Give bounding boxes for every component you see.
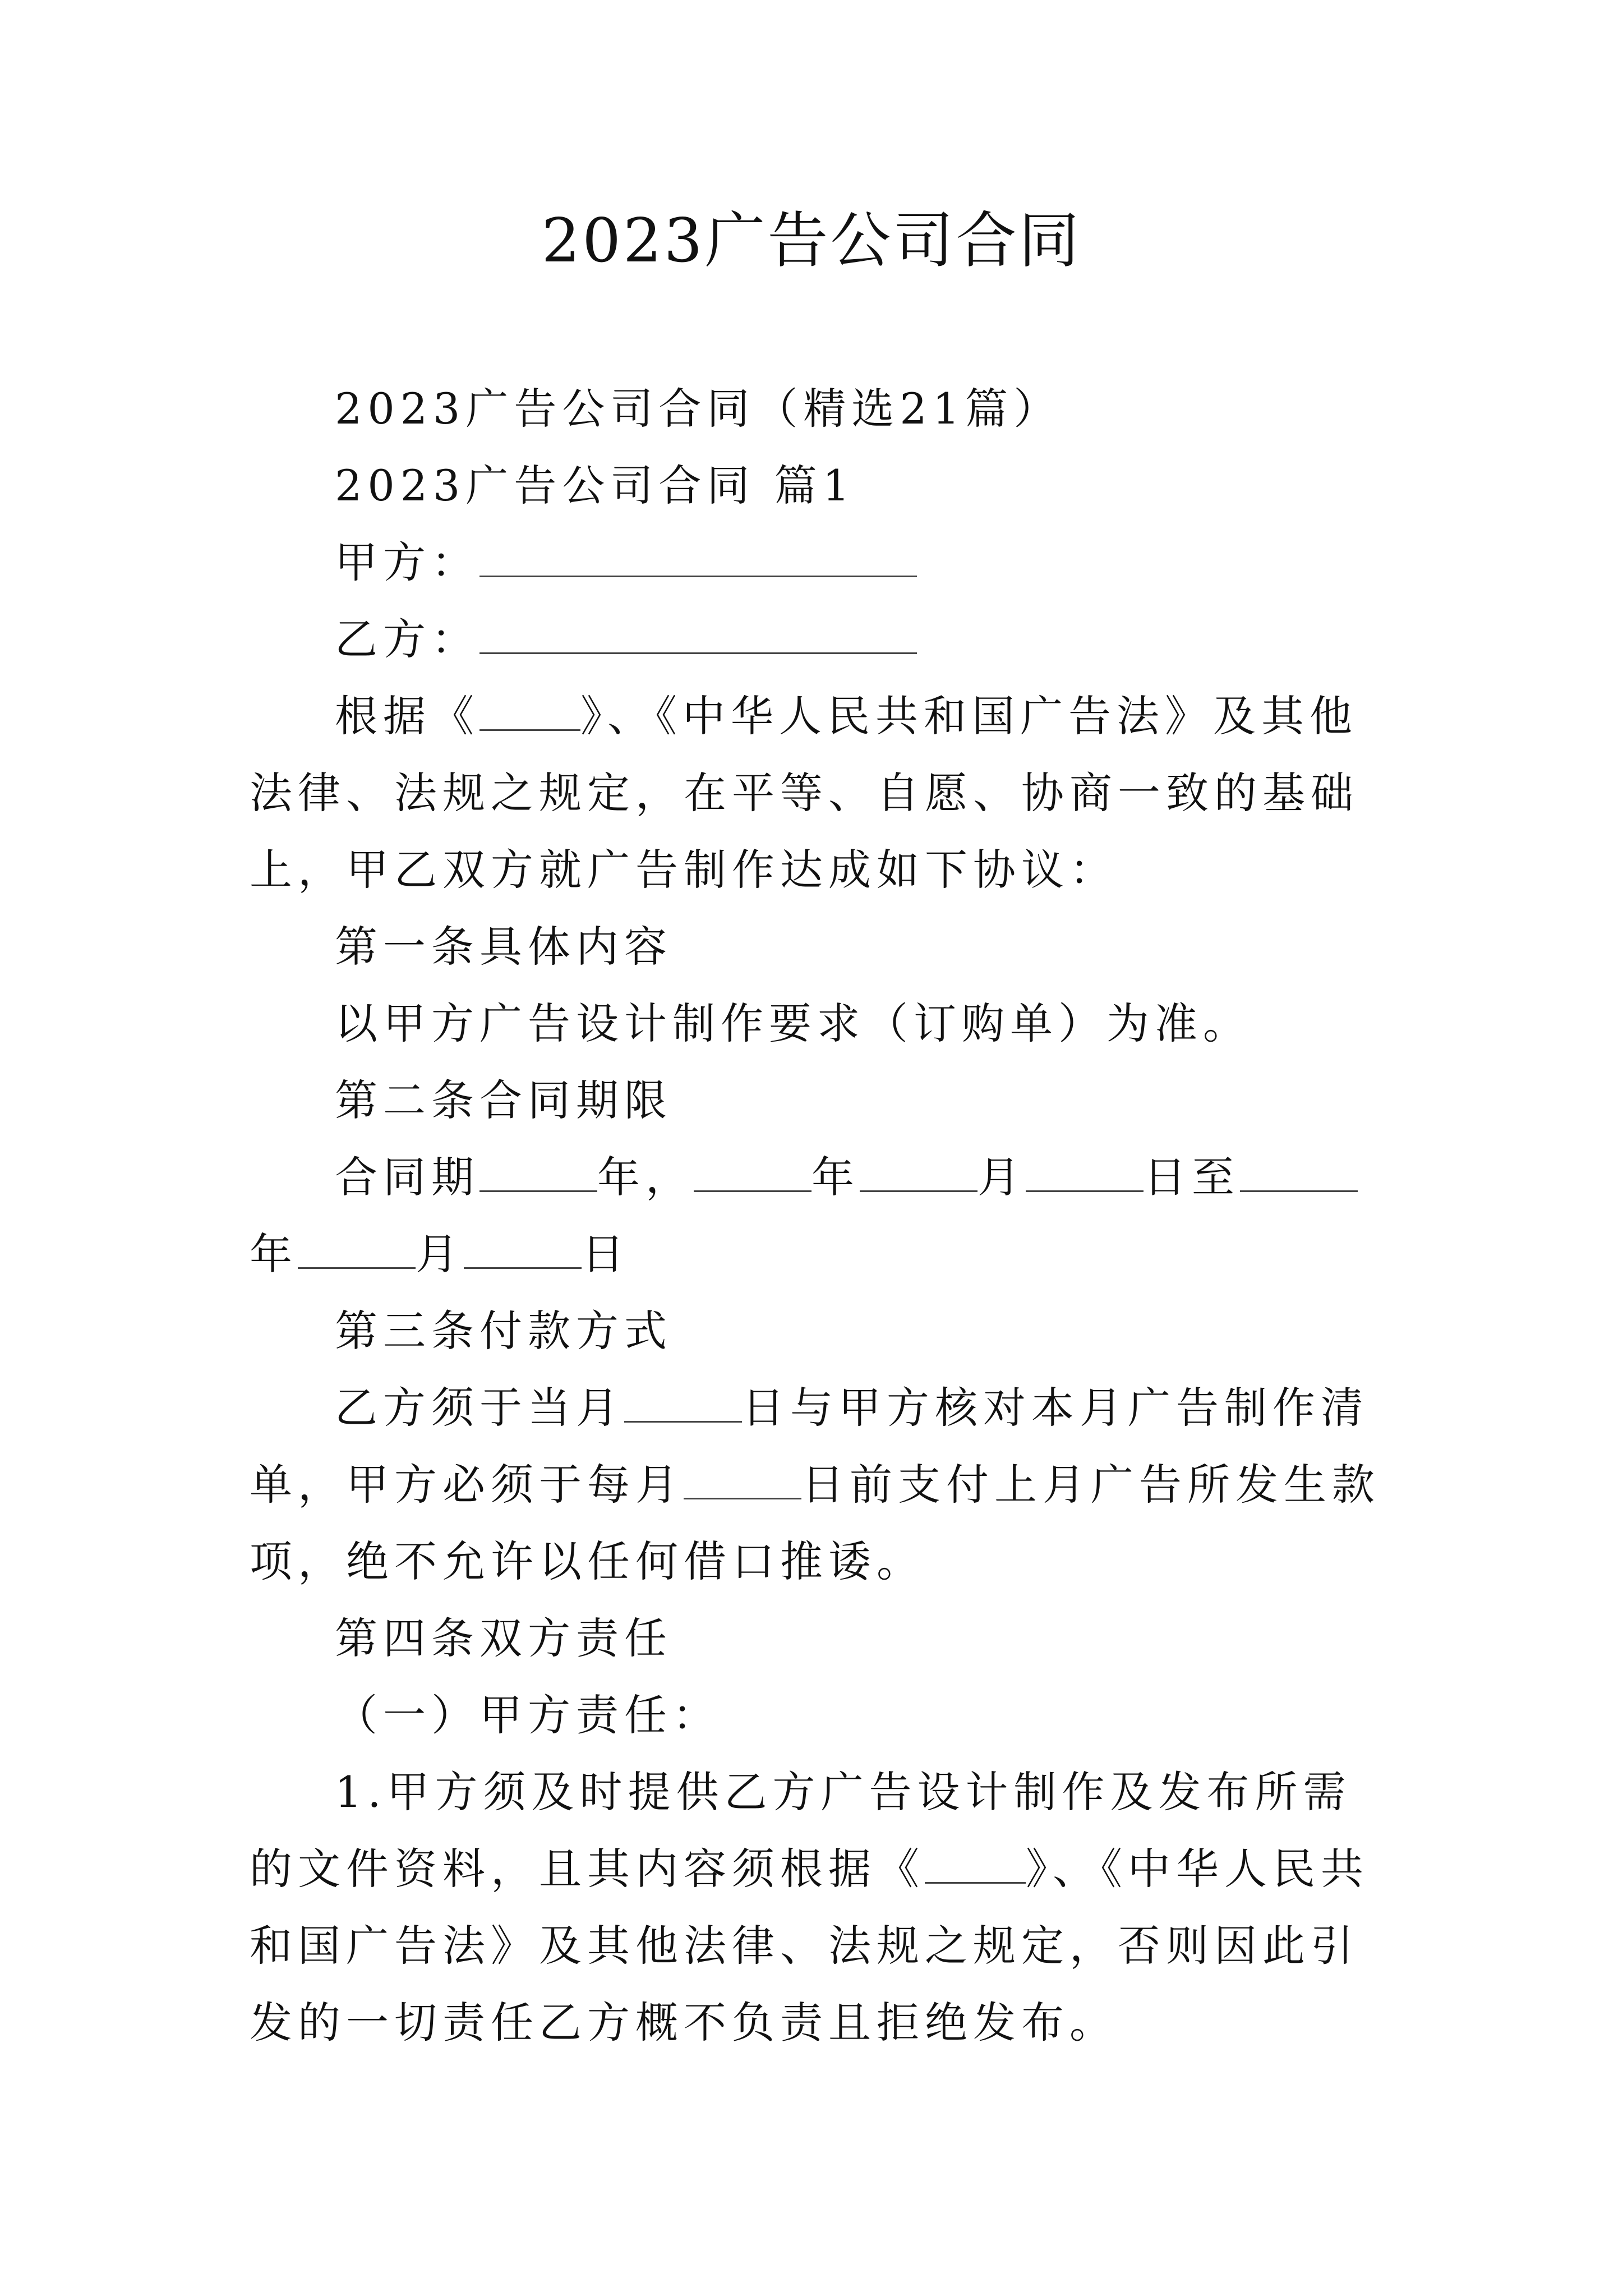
article4-item1-text-2: 》、《中华人民共和国广告法》及其他法律、法规之规定，否则因此引发的一切责任乙方概不负责且拒绝发布。 bbox=[250, 1844, 1369, 2047]
article4-item1-text-1: 1.甲方须及时提供乙方广告设计制作及发布所需的文件资料，且其内容须根据《 bbox=[250, 1767, 1352, 1894]
section-heading: 2023广告公司合同 篇1 bbox=[335, 461, 855, 510]
start-month-blank bbox=[860, 1156, 978, 1192]
payment-day-blank bbox=[684, 1463, 801, 1499]
article4-sub1: （一）甲方责任： bbox=[335, 1690, 721, 1740]
document-subtitle: 2023广告公司合同（精选21篇） bbox=[335, 384, 1062, 434]
article2-text-3: 年 bbox=[811, 1152, 860, 1202]
article2-text-1: 合同期 bbox=[335, 1152, 479, 1202]
document-title: 2023广告公司合同 bbox=[541, 206, 1082, 276]
article1-text: 以甲方广告设计制作要求（订购单）为准。 bbox=[335, 999, 1251, 1048]
end-day-blank bbox=[464, 1232, 582, 1269]
party-b-label: 乙方： bbox=[335, 614, 479, 664]
article2-text-4: 月 bbox=[978, 1152, 1026, 1202]
term-years-blank bbox=[479, 1156, 597, 1192]
article4-item1 bbox=[250, 1754, 1394, 2061]
article1-title: 第一条具体内容 bbox=[335, 922, 672, 972]
article4-title: 第四条双方责任 bbox=[335, 1613, 672, 1663]
start-day-blank bbox=[1026, 1156, 1144, 1192]
party-a-blank bbox=[479, 541, 917, 577]
intro-text-1: 根据《 bbox=[335, 691, 479, 741]
party-a-label: 甲方： bbox=[335, 537, 479, 587]
article3-text-1: 乙方须于当月 bbox=[335, 1383, 624, 1433]
article3-title: 第三条付款方式 bbox=[335, 1306, 672, 1356]
article2-text-8: 日 bbox=[582, 1229, 630, 1279]
article2-text-2: 年， bbox=[597, 1152, 694, 1202]
reconcile-day-blank bbox=[624, 1386, 742, 1423]
party-b-blank bbox=[479, 618, 917, 654]
party-b-line bbox=[250, 601, 1394, 678]
article3-text-3: 日前支付上月广告所发生款项，绝不允许以任何借口推诿。 bbox=[250, 1460, 1380, 1586]
article2-text-5: 日至 bbox=[1144, 1152, 1240, 1202]
article3-text-2: 日与甲方核对本月广告制作清单，甲方必须于每月 bbox=[250, 1383, 1369, 1510]
intro-paragraph bbox=[250, 678, 1394, 908]
article2-text-7: 月 bbox=[416, 1229, 464, 1279]
article2-text bbox=[250, 1139, 1394, 1292]
party-a-line bbox=[250, 524, 1394, 601]
article3-text bbox=[250, 1369, 1394, 1600]
law-name-blank-2 bbox=[925, 1847, 1026, 1884]
document-body bbox=[250, 370, 1394, 2061]
intro-text-2: 》、《中华人民共和国广告法》及其他法律、法规之规定，在平等、自愿、协商一致的基础上，甲乙双方就广告制作达成如下协议： bbox=[250, 691, 1359, 895]
start-year-blank bbox=[694, 1156, 811, 1192]
article2-title: 第二条合同期限 bbox=[335, 1075, 672, 1125]
end-month-blank bbox=[298, 1232, 416, 1269]
article2-text-6: 年 bbox=[250, 1229, 298, 1279]
end-year-blank bbox=[1240, 1156, 1358, 1192]
law-name-blank bbox=[479, 694, 580, 731]
